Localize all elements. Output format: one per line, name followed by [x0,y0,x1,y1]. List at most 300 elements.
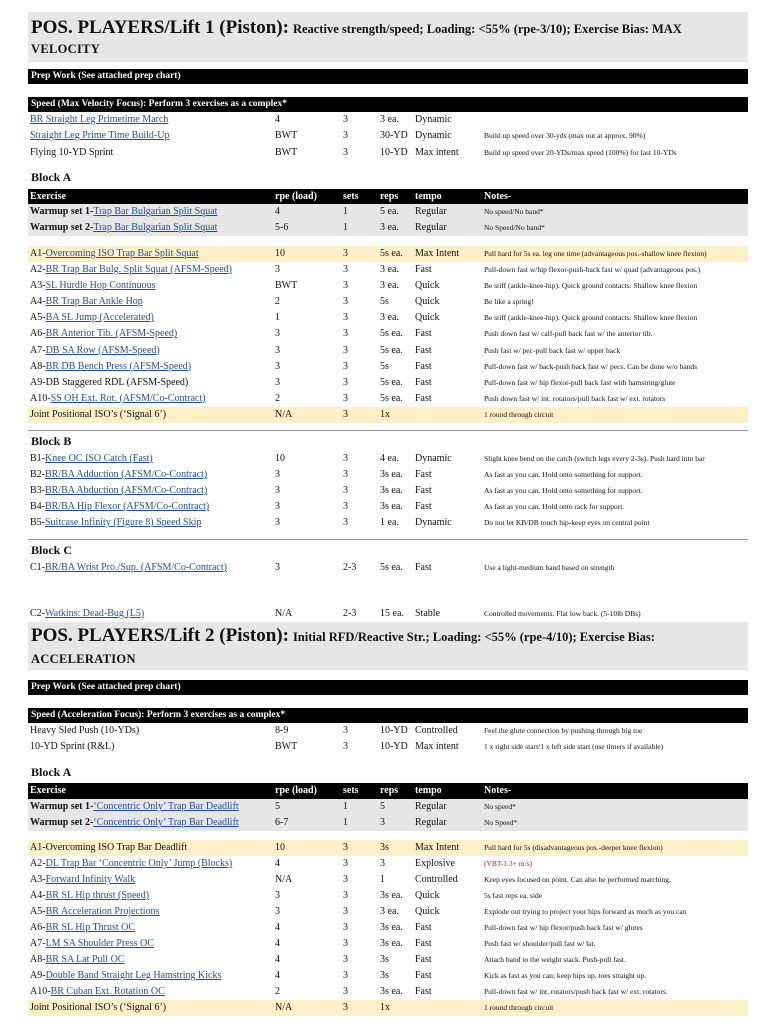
exercise-cell[interactable] [30,872,135,888]
exercise-prefix: B2- [30,469,45,480]
reps-cell: 3 ea. [380,222,399,233]
column-header: reps [380,785,399,796]
exercise-link: Overcoming ISO Trap Bar Deadlift [45,842,188,853]
sets-cell: 3 [343,360,348,372]
exercise-link[interactable]: BR/BA Hip Flexor (AFSM/Co-Contract) [45,501,210,512]
reps-cell: 5s ea. [380,328,403,340]
rpe-cell: BWT [275,280,298,292]
reps-cell: 3s ea. [380,986,403,997]
exercise-link[interactable]: Overcoming ISO Trap Bar Split Squat [45,248,199,259]
notes-cell: 1 round through circuit [484,1003,554,1012]
exercise-link[interactable]: Trap Bar Bulgarian Split Squat [93,206,218,217]
rpe-cell: 5-6 [275,222,289,233]
exercise-link[interactable]: BR Cuban Ext. Rotation OC [50,986,165,997]
rpe-cell: 3 [275,906,280,917]
exercise-cell: Flying 10-YD Sprint [30,147,114,158]
exercise-cell [30,375,188,391]
sets-cell: 1 [343,817,348,828]
exercise-prefix: A4- [30,890,46,901]
tempo-cell: Fast [415,501,432,512]
reps-cell: 30-YD [380,130,408,141]
rpe-cell: 3 [275,517,280,528]
rpe-cell: 3 [275,344,280,356]
reps-cell: 5s ea. [380,248,403,259]
tempo-cell: Fast [415,376,432,388]
reps-cell: 4 ea. [380,453,399,464]
exercise-link[interactable]: Straight Leg Prime Time Build-Up [30,130,170,141]
exercise-cell[interactable] [30,936,154,952]
column-header: Exercise [30,785,66,796]
notes-cell: Do not let KB/DB touch hip-keep eyes on central point [484,518,650,527]
reps-cell: 3s ea. [380,469,403,480]
rpe-cell: 1 [275,312,280,324]
rpe-cell: 3 [275,360,280,372]
exercise-prefix: A8- [30,954,46,965]
rpe-cell: 10 [275,842,285,853]
exercise-link[interactable]: BR/BA Adduction (AFSM/Co-Contract) [45,469,208,480]
exercise-row [28,278,748,294]
reps-cell: 1x [380,409,390,420]
reps-cell: 3s [380,842,389,853]
notes-cell: Pull-down fast w/hip flexor-push-back fast w/ quad (advantageous pos.) [484,265,701,274]
tempo-cell: Fast [415,938,432,949]
exercise-row [28,451,748,467]
reps-cell: 5 [380,801,385,812]
exercise-row [28,984,748,1000]
exercise-cell[interactable] [30,128,169,144]
tempo-cell: Fast [415,485,432,496]
sets-cell: 3 [343,264,348,275]
exercise-row [28,872,748,888]
warmup-row [28,815,748,831]
rpe-cell: 3 [275,562,280,573]
sets-cell: 3 [343,485,348,496]
exercise-row [28,310,748,326]
exercise-cell[interactable] [30,326,177,342]
warmup-row [28,220,748,236]
sets-cell: 3 [343,501,348,512]
reps-cell: 10-YD [380,741,408,752]
notes-cell: Attach band to the weight stack. Push-pull fast. [484,955,626,964]
tempo-cell: Fast [415,970,432,981]
reps-cell: 3 ea. [380,312,399,324]
notes-cell: Pull hard for 5s (disadvantageous pos.-deeper knee flexion) [484,843,663,852]
tempo-cell: Max intent [415,741,459,752]
exercise-row [28,888,748,904]
lift1-speed-row [28,112,748,128]
reps-cell: 3s ea. [380,922,403,933]
exercise-prefix: Warmup set 1- [30,206,94,217]
tempo-cell: Fast [415,344,432,356]
column-header: rpe (load) [275,785,317,796]
tempo-cell: Regular [415,206,447,217]
reps-cell: 5s ea. [380,562,403,573]
notes-cell: No Speed/No band* [484,223,545,232]
notes-cell: 1 round through circuit [484,410,554,419]
notes-cell: Push down fast w/ calf-pull back fast w/ the anterior tib. [484,329,653,339]
sets-cell: 3 [343,344,348,356]
notes-cell: Feel the glute connection by pushing through big toe [484,726,643,735]
reps-cell: 1 ea. [380,517,399,528]
exercise-row [28,391,748,407]
exercise-link[interactable]: BR DB Bench Press (AFSM-Speed) [45,360,192,372]
reps-cell: 3s ea. [380,485,403,496]
sets-cell: 1 [343,222,348,233]
exercise-cell: Joint Positional ISO’s (‘Signal 6’) [30,1002,167,1013]
reps-cell: 3s ea. [380,890,403,901]
warmup-row [28,204,748,220]
tempo-cell: Regular [415,817,447,828]
exercise-prefix: A1- [30,248,46,259]
tempo-cell: Regular [415,801,447,812]
column-header: rpe (load) [275,191,317,202]
tempo-cell: Fast [415,360,432,372]
notes-cell: Explode out trying to project your hips forward as much as you can [484,907,687,916]
reps-cell: 10-YD [380,725,408,736]
reps-cell: 3s ea. [380,938,403,949]
exercise-cell[interactable] [30,359,191,375]
rpe-cell: 3 [275,376,280,388]
sets-cell: 3 [343,954,348,965]
column-header: Exercise [30,191,66,202]
reps-cell: 1x [380,1002,390,1013]
tempo-cell: Fast [415,328,432,340]
exercise-prefix: A3- [30,280,46,292]
sets-cell: 3 [343,938,348,949]
sets-cell: 3 [343,842,348,853]
exercise-cell[interactable] [30,294,143,310]
exercise-prefix: C1- [30,562,45,573]
joint-row [28,407,748,423]
rpe-cell: 4 [275,206,280,217]
exercise-row [28,246,748,262]
rpe-cell: BWT [275,741,298,752]
exercise-cell[interactable] [30,483,207,499]
rpe-cell: 4 [275,114,280,125]
sets-cell: 2-3 [343,608,357,619]
rpe-cell: 4 [275,954,280,965]
tempo-cell: Dynamic [415,114,452,125]
sets-cell: 2-3 [343,562,357,573]
warmup-row [28,799,748,815]
tempo-cell: Max Intent [415,842,460,853]
sets-cell: 3 [343,328,348,340]
exercise-prefix: A7- [30,344,46,356]
tempo-cell: Dynamic [415,453,452,464]
exercise-link[interactable]: BR/BA Wrist Pro./Sup. (AFSM/Co-Contract) [45,562,227,573]
exercise-row [28,294,748,310]
lift2-speed-row [28,739,748,755]
lift1-block-a-label: Block A [31,170,72,184]
exercise-prefix: A3- [30,874,46,885]
rpe-cell: 3 [275,264,280,275]
sets-cell: 3 [343,392,348,404]
sets-cell: 3 [343,858,348,869]
lift1-speed-header: Speed (Max Velocity Focus): Perform 3 exercises as a complex* [28,97,748,112]
column-header: Notes- [484,191,512,202]
rpe-cell: 6-7 [275,817,289,828]
exercise-link[interactable]: BR SL Hip thrust (Speed) [45,890,150,901]
sets-cell: 3 [343,741,348,752]
exercise-link[interactable]: Double Band Straight Leg Hamstring Kicks [45,970,222,981]
lift1-table-header [28,189,748,205]
sets-cell: 3 [343,970,348,981]
sets-cell: 3 [343,890,348,901]
exercise-cell[interactable] [30,888,149,904]
exercise-cell[interactable] [30,467,207,483]
sets-cell: 3 [343,312,348,324]
exercise-cell[interactable] [30,606,144,622]
notes-cell: Build up speed over 30-yds (max out at approx. 90%) [484,131,646,140]
reps-cell: 5s ea. [380,376,403,388]
notes-cell: Controlled movements. Flat low back. (5-10lb DBs) [484,609,641,618]
notes-cell: Be like a spring! [484,297,534,307]
exercise-cell[interactable] [30,391,206,407]
notes-cell: (VBT-1.3+ m/s) [484,859,533,868]
sets-cell: 3 [343,248,348,259]
exercise-row [28,856,748,872]
exercise-row [28,606,748,622]
lift2-table-header [28,783,748,799]
exercise-cell[interactable] [30,920,135,936]
exercise-row [28,343,748,359]
column-header: sets [343,785,359,796]
exercise-prefix: A2- [30,858,46,869]
exercise-cell[interactable] [30,499,209,515]
lift2-title: POS. PLAYERS/Lift 2 (Piston): Initial RFD/Reactive Str.; Loading: <55% (rpe-4/10); Exercise Bias: ACCELERATION [28,622,748,670]
lift2-block-a-label: Block A [31,765,72,779]
notes-cell: Push fast w/ shoulder/pull fast w/ lat. [484,939,596,948]
exercise-link[interactable]: SL Hurdle Hop Continuous [45,280,156,292]
rpe-cell: 2 [275,986,280,997]
rpe-cell: N/A [275,608,293,619]
tempo-cell: Max Intent [415,248,460,259]
tempo-cell: Fast [415,922,432,933]
exercise-row [28,359,748,375]
exercise-link[interactable]: Knee OC ISO Catch (Fast) [45,453,153,464]
notes-cell: Pull-down fast w/ back-push back fast w/ pecs. Can be done w/o bands [484,361,698,371]
rpe-cell: N/A [275,874,293,885]
exercise-link[interactable]: SS OH Ext. Rot. (AFSM/Co-Contract) [50,392,206,404]
rpe-cell: BWT [275,130,298,141]
rpe-cell: 3 [275,890,280,901]
exercise-cell[interactable] [30,815,239,831]
rpe-cell: BWT [275,147,298,158]
exercise-cell [30,840,187,856]
sets-cell: 3 [343,147,348,158]
tempo-cell: Fast [415,392,432,404]
exercise-cell[interactable] [30,984,165,1000]
reps-cell: 10-YD [380,147,408,158]
rpe-cell: 3 [275,501,280,512]
sets-cell: 3 [343,906,348,917]
exercise-cell[interactable] [30,278,155,294]
exercise-cell[interactable] [30,246,199,262]
exercise-prefix: A9- [30,970,46,981]
rpe-cell: 8-9 [275,725,289,736]
exercise-link[interactable]: BR Trap Bar Bulg. Split Squat (AFSM-Speed) [45,264,232,275]
exercise-cell: 10-YD Sprint (R&L) [30,741,115,752]
exercise-cell[interactable] [30,204,217,220]
reps-cell: 3s [380,954,389,965]
sets-cell: 3 [343,376,348,388]
tempo-cell: Fast [415,986,432,997]
notes-cell: 1 x right side start/1 x left side start (use timers if available) [484,742,664,751]
exercise-link[interactable]: Watkins: Dead-Bug (L5) [45,608,145,619]
exercise-link[interactable]: DL Trap Bar ‘Concentric Only’ Jump (Blocks) [45,858,233,869]
exercise-link[interactable]: BR Trap Bar Ankle Hop [45,296,143,308]
notes-cell: As fast as you can. Hold onto rack for support. [484,502,625,511]
exercise-row [28,952,748,968]
reps-cell: 3s [380,970,389,981]
exercise-prefix: A5- [30,906,46,917]
lift1-block-c-label: Block C [31,543,73,557]
exercise-row [28,920,748,936]
column-header: Notes- [484,785,512,796]
exercise-cell[interactable] [30,515,201,531]
tempo-cell: Fast [415,264,432,275]
rpe-cell: 2 [275,296,280,308]
reps-cell: 3 ea. [380,906,399,917]
rpe-cell: 10 [275,248,285,259]
sets-cell: 3 [343,986,348,997]
notes-cell: Kick as fast as you can; keep hips up, toes straight up. [484,971,647,980]
sets-cell: 1 [343,801,348,812]
sets-cell: 3 [343,114,348,125]
exercise-cell[interactable] [30,856,232,872]
sets-cell: 3 [343,280,348,292]
exercise-link[interactable]: Trap Bar Bulgarian Split Squat [93,222,218,233]
exercise-cell[interactable] [30,451,153,467]
tempo-cell: Controlled [415,874,458,885]
reps-cell: 3 ea. [380,264,399,275]
exercise-cell: Heavy Sled Push (10-YDs) [30,725,140,736]
sets-cell: 3 [343,130,348,141]
exercise-prefix: A10- [30,986,51,997]
exercise-prefix: A2- [30,264,46,275]
notes-cell: As fast as you can. Hold onto something for support. [484,486,643,495]
exercise-row [28,936,748,952]
exercise-prefix: A7- [30,938,46,949]
exercise-prefix: A1- [30,842,46,853]
exercise-row [28,467,748,483]
rpe-cell: 3 [275,485,280,496]
exercise-prefix: A4- [30,296,46,308]
exercise-link[interactable]: BR SL Hip Thrust OC [45,922,136,933]
rpe-cell: 4 [275,858,280,869]
exercise-row [28,326,748,342]
exercise-cell[interactable] [30,968,221,984]
sets-cell: 1 [343,206,348,217]
exercise-link[interactable]: BR/BA Abduction (AFSM/Co-Contract) [45,485,208,496]
sets-cell: 3 [343,409,348,420]
lift2-speed-row [28,723,748,739]
tempo-cell: Quick [415,890,440,901]
reps-cell: 1 [380,874,385,885]
exercise-link[interactable]: ‘Concentric Only’ Trap Bar Deadlift [93,801,239,812]
exercise-link[interactable]: ‘Concentric Only’ Trap Bar Deadlift [93,817,239,828]
notes-cell: Build up speed over 20-YDs/max speed (100%) for last 10-YDs [484,148,677,157]
exercise-prefix: A8- [30,360,46,372]
exercise-cell[interactable] [30,560,227,576]
lift2-speed-header: Speed (Acceleration Focus): Perform 3 exercises as a complex* [28,708,748,723]
exercise-link[interactable]: BR Straight Leg Primetime March [30,114,169,125]
exercise-prefix: Warmup set 1- [30,801,94,812]
tempo-cell: Quick [415,296,440,308]
tempo-cell: Fast [415,954,432,965]
sets-cell: 3 [343,725,348,736]
exercise-link[interactable]: BR SA Lat Pull OC [45,954,125,965]
exercise-link[interactable]: DB SA Row (AFSM-Speed) [45,344,160,356]
tempo-cell: Regular [415,222,447,233]
exercise-row [28,483,748,499]
sets-cell: 3 [343,517,348,528]
column-header: reps [380,191,399,202]
lift1-prep-bar: Prep Work (See attached prep chart) [28,69,748,84]
exercise-cell[interactable] [30,220,217,236]
notes-cell: Pull-down fast w/ int. rotators/push back fast w/ ext. rotators. [484,987,668,996]
reps-cell: 5s [380,360,389,372]
tempo-cell: Fast [415,562,432,573]
rpe-cell: 2 [275,392,280,404]
exercise-link[interactable]: Suitcase Infinity (Figure 8) Speed Skip [45,517,202,528]
exercise-link[interactable]: BA SL Jump (Accelerated) [45,312,154,324]
reps-cell: 5s ea. [380,344,403,356]
exercise-prefix: A9- [30,376,46,388]
reps-cell: 15 ea. [380,608,404,619]
rpe-cell: 4 [275,970,280,981]
tempo-cell: Stable [415,608,440,619]
exercise-link[interactable]: Forward Infinity Walk [45,874,136,885]
exercise-cell[interactable] [30,262,232,278]
exercise-prefix: A6- [30,328,46,340]
lift1-title: POS. PLAYERS/Lift 1 (Piston): Reactive strength/speed; Loading: <55% (rpe-3/10); Exercise Bias: MAX VELOCITY [28,12,748,62]
exercise-link[interactable]: BR Acceleration Projections [45,906,160,917]
exercise-link[interactable]: BR Anterior Tib. (AFSM-Speed) [45,328,178,340]
exercise-cell[interactable] [30,799,239,815]
reps-cell: 5 ea. [380,206,399,217]
sets-cell: 3 [343,1002,348,1013]
notes-cell: Pull-down fast w/ hip flexor-pull back fast with hamstring/glute [484,377,676,387]
notes-cell: Slight knee bend on the catch (switch legs every 2-3s). Push hard into bar [484,454,705,463]
exercise-prefix: Warmup set 2- [30,817,94,828]
lift1-speed-row [28,128,748,144]
exercise-cell[interactable] [30,112,168,128]
rpe-cell: 4 [275,938,280,949]
sets-cell: 3 [343,296,348,308]
sets-cell: 3 [343,874,348,885]
exercise-cell[interactable] [30,904,159,920]
exercise-link[interactable]: LM SA Shoulder Press OC [45,938,154,949]
lift1-block-b-label: Block B [31,434,72,448]
tempo-cell: Fast [415,469,432,480]
exercise-cell[interactable] [30,310,154,326]
exercise-row [28,560,748,576]
exercise-row [28,904,748,920]
exercise-cell[interactable] [30,952,124,968]
tempo-cell: Quick [415,280,440,292]
exercise-row [28,840,748,856]
exercise-row [28,262,748,278]
notes-cell: Push fast w/ pec-pull back fast w/ upper back [484,345,621,355]
exercise-prefix: B1- [30,453,45,464]
exercise-prefix: A6- [30,922,46,933]
notes-cell: Keep eyes focused on point. Can also be performed marching. [484,875,671,884]
exercise-cell[interactable] [30,343,160,359]
exercise-row [28,375,748,391]
reps-cell: 3 [380,817,385,828]
rpe-cell: N/A [275,409,293,420]
